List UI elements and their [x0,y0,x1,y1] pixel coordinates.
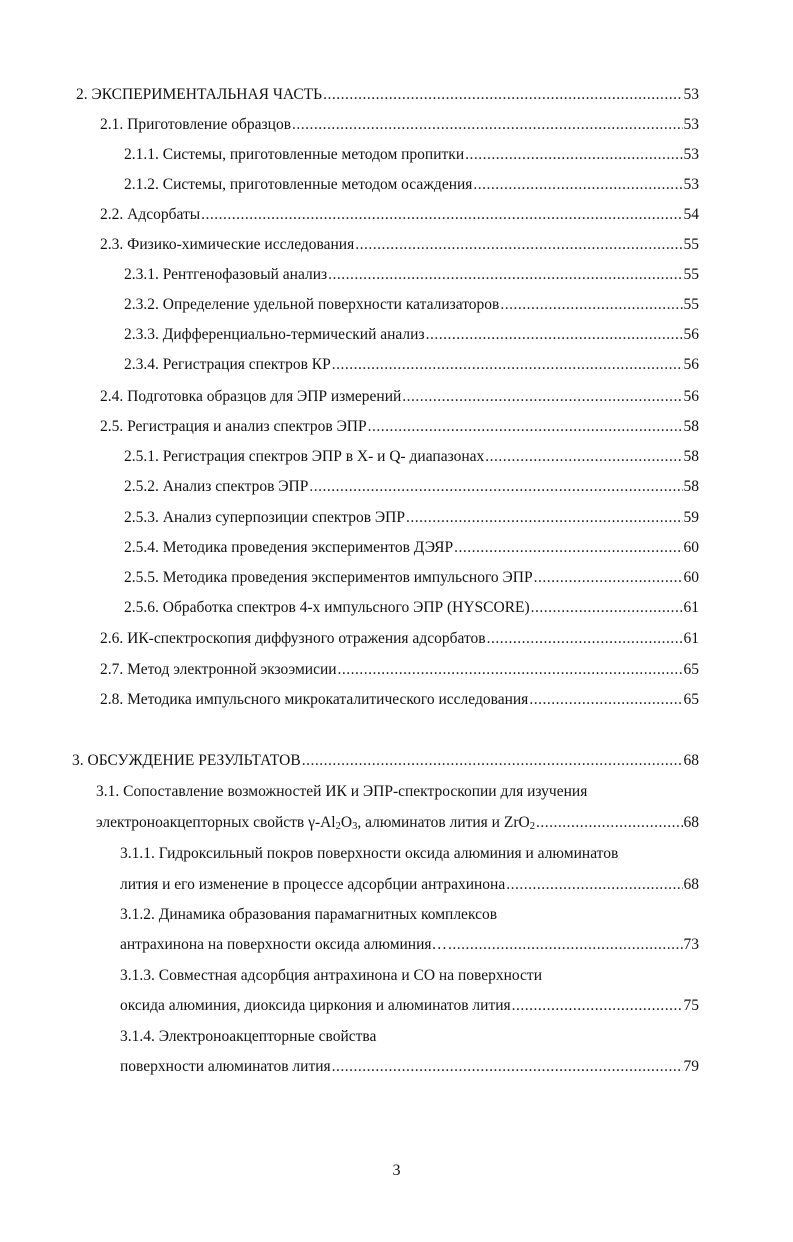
toc-leader-dots [534,565,683,591]
toc-leader-dots [402,384,682,410]
toc-entry-title: 2.1.1. Системы, приготовленные методом пропитки [124,146,465,163]
toc-entry-title: 2.5.6. Обработка спектров 4-х импульсного ЭПР (HYSCORE) [124,599,530,616]
toc-leader-dots [338,657,683,683]
toc-entry-title: 2.5.2. Анализ спектров ЭПР [124,478,309,495]
toc-leader-dots [426,322,683,348]
toc-entry-page: 59 [683,509,699,526]
toc-entry [124,142,699,168]
toc-entry-page: 61 [683,630,699,647]
toc-entry-page: 73 [683,936,699,953]
toc-leader-dots [448,932,682,958]
toc-entry-title: 2.3.4. Регистрация спектров КР [124,356,331,373]
toc-entry-title [96,810,535,840]
toc-entry-page: 61 [683,599,699,616]
toc-leader-dots [302,748,683,774]
toc-entry-title: лития и его изменение в процессе адсорбции антрахинона [120,876,506,893]
toc-entry [124,505,699,531]
toc-entry [124,474,699,500]
toc-entry-title-line1: 3.1. Сопоставление возможностей ИК и ЭПР-спектроскопии для изучения [96,783,588,800]
toc-entry-title: оксида алюминия, диоксида циркония и алюминатов лития [120,997,511,1014]
toc-leader-dots [323,82,682,108]
toc-entry [120,993,699,1019]
toc-entry-title: 2.5. Регистрация и анализ спектров ЭПР [100,418,367,435]
toc-entry-page: 54 [683,206,699,223]
toc-leader-dots [332,352,683,378]
toc-entry-page: 58 [683,418,699,435]
toc-entry [124,595,699,621]
toc-entry [124,535,699,561]
toc-leader-dots [332,1054,683,1080]
toc-leader-dots [406,505,683,531]
toc-entry-title: 2.3.3. Дифференциально-термический анализ [124,326,425,343]
toc-entry-title: 2. ЭКСПЕРИМЕНТАЛЬНАЯ ЧАСТЬ [76,86,323,103]
toc-entry-page: 65 [683,691,699,708]
toc-entry-title: 2.1.2. Системы, приготовленные методом осаждения [124,176,473,193]
toc-entry-title: 2.5.4. Методика проведения экспериментов ДЭЯР [124,539,454,556]
page-number: 3 [392,1162,401,1179]
toc-leader-dots [506,872,682,898]
toc-entry-page: 55 [683,236,699,253]
toc-leader-dots [473,172,682,198]
toc-entry-page: 56 [683,326,699,343]
toc-entry-title: 2.6. ИК-спектроскопия диффузного отражения адсорбатов [100,630,486,647]
toc-entry-title: 2.8. Методика импульсного микрокаталитического исследования [100,691,529,708]
toc-leader-dots [485,444,682,470]
toc-entry [100,414,699,440]
toc-entry-page: 58 [683,448,699,465]
toc-entry-title: 2.2. Адсорбаты [100,206,201,223]
toc-entry-title: 2.5.3. Анализ суперпозиции спектров ЭПР [124,509,405,526]
subscript: 2 [335,821,341,832]
toc-leader-dots [328,262,682,288]
title-part: электроноакцепторных свойств γ-Al [96,814,336,831]
toc-entry-title-line1: 3.1.4. Электроноакцепторные свойства [120,1028,377,1045]
toc-entry-title: 2.3.2. Определение удельной поверхности катализаторов [124,296,500,313]
toc-entry [124,292,699,318]
toc-leader-dots [292,112,682,138]
toc-entry-page: 55 [683,266,699,283]
toc-leader-dots [512,993,683,1019]
toc-entry [120,872,699,898]
toc-leader-dots [201,202,682,228]
toc-leader-dots [500,292,682,318]
toc-entry-title: поверхности алюминатов лития [120,1058,331,1075]
toc-entry [120,932,699,958]
toc-entry-page: 53 [683,86,699,103]
toc-entry-title: 2.3.1. Рентгенофазовый анализ [124,266,328,283]
toc-leader-dots [487,626,683,652]
toc-entry-title-line1: 3.1.1. Гидроксильный покров поверхности оксида алюминия и алюминатов [120,845,619,862]
toc-entry-page: 68 [683,752,699,769]
toc-entry [100,657,699,683]
toc-leader-dots [454,535,682,561]
toc-entry [100,112,699,138]
toc-entry [124,262,699,288]
toc-entry-page: 60 [683,569,699,586]
toc-entry-title: 2.5.1. Регистрация спектров ЭПР в X- и Q- диапазонах [124,448,485,465]
toc-entry [124,444,699,470]
toc-entry-title-line1: 3.1.2. Динамика образования парамагнитных комплексов [120,906,498,923]
toc-entry-page: 58 [683,478,699,495]
toc-entry [96,810,699,836]
toc-entry-title: 2.1. Приготовление образцов [100,116,292,133]
toc-entry-title: 3. ОБСУЖДЕНИЕ РЕЗУЛЬТАТОВ [72,752,301,769]
toc-entry [72,748,699,774]
toc-entry [100,202,699,228]
toc-entry [124,565,699,591]
toc-entry-page: 65 [683,661,699,678]
subscript: 3 [352,821,358,832]
toc-entry-page: 56 [683,356,699,373]
toc-entry [124,172,699,198]
toc-entry-page: 53 [683,116,699,133]
toc-leader-dots [465,142,682,168]
title-part: O [340,814,353,831]
toc-leader-dots [536,810,683,836]
toc-leader-dots [309,474,682,500]
toc-entry-page: 60 [683,539,699,556]
toc-leader-dots [531,595,683,621]
toc-entry-title: 2.7. Метод электронной экзоэмисии [100,661,337,678]
toc-entry-page: 68 [683,814,699,831]
toc-entry-title-line1: 3.1.3. Совместная адсорбция антрахинона и СО на поверхности [120,967,542,984]
toc-entry [100,232,699,258]
toc-entry-title: 2.3. Физико-химические исследования [100,236,355,253]
toc-entry [100,626,699,652]
toc-entry-title: антрахинона на поверхности оксида алюминия… [120,936,448,953]
toc-entry-page: 53 [683,146,699,163]
toc-entry-title: 2.4. Подготовка образцов для ЭПР измерений [100,388,402,405]
toc-entry-page: 53 [683,176,699,193]
toc-entry-page: 56 [683,388,699,405]
toc-entry-page: 79 [683,1058,699,1075]
toc-leader-dots [368,414,683,440]
toc-entry [124,352,699,378]
toc-leader-dots [355,232,682,258]
toc-entry [100,384,699,410]
toc-entry-page: 68 [683,876,699,893]
toc-entry [120,1054,699,1080]
toc-leader-dots [529,687,682,713]
subscript: 2 [529,821,535,832]
toc-entry [76,82,699,108]
toc-entry-title: 2.5.5. Методика проведения экспериментов импульсного ЭПР [124,569,533,586]
toc-entry [124,322,699,348]
toc-entry-page: 75 [683,997,699,1014]
toc-entry [100,687,699,713]
title-part: , алюминатов лития и ZrO [357,814,530,831]
toc-entry-page: 55 [683,296,699,313]
